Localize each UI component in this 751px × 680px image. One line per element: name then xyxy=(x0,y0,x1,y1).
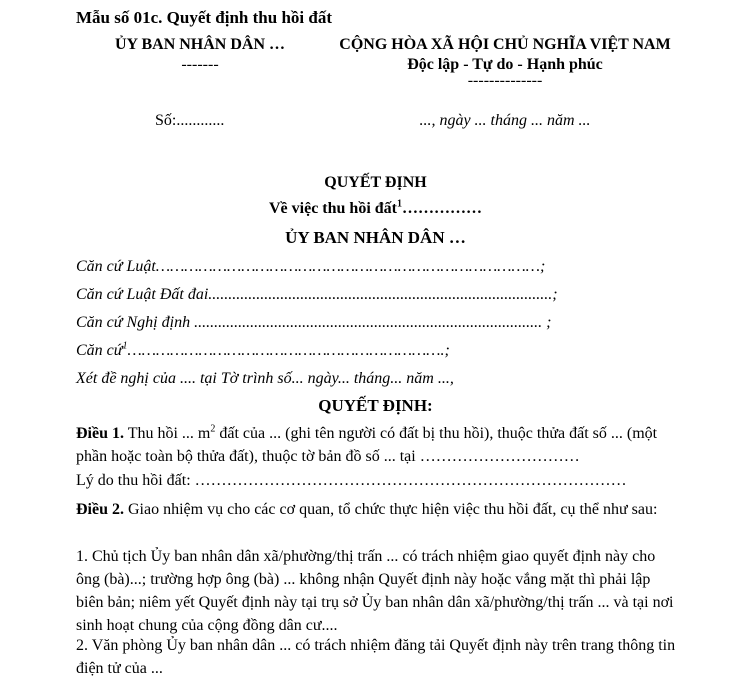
item-1: 1. Chủ tịch Ủy ban nhân dân xã/phường/thị trấn ... có trách nhiệm giao quyết định này cho ông (bà)...; trường hợp ông (bà) ... không nhận Quyết định này hoặc vắng mặt thì phải lập biên bản; niêm yết Quyết định này tại trụ sở Ủy ban nhân dân xã/phường/thị trấn ... và tại nơi sinh hoạt chung của cộng đồng dân cư.... xyxy=(76,548,674,634)
decision-subject: Về việc thu hồi đất$^1$…………… xyxy=(269,198,482,217)
decision-title: QUYẾT ĐỊNH xyxy=(324,174,427,191)
legal-basis-decree: Căn cứ Nghị định ....................................................................................... ; xyxy=(76,314,552,331)
legal-basis-land-law: Căn cứ Luật Đất đai......................................................................................; xyxy=(76,286,558,303)
document-number: Số:............ xyxy=(155,112,225,129)
proposal-note: Xét đề nghị của .... tại Tờ trình số... ngày... tháng... năm ..., xyxy=(76,370,454,387)
state-name: CỘNG HÒA XÃ HỘI CHỦ NGHĨA VIỆT NAM xyxy=(339,36,671,53)
decision-issuer: ỦY BAN NHÂN DÂN … xyxy=(285,228,466,247)
state-divider: -------------- xyxy=(467,72,543,89)
item-2: 2. Văn phòng Ủy ban nhân dân ... có trách nhiệm đăng tải Quyết định này trên trang thông tin điện tử của ... xyxy=(76,637,676,677)
legal-basis-law: Căn cứ Luật………………………………………………………………………; xyxy=(76,258,546,275)
form-title: Mẫu số 01c. Quyết định thu hồi đất xyxy=(76,8,332,27)
agency-name: ỦY BAN NHÂN DÂN … xyxy=(114,36,286,53)
decides-heading: QUYẾT ĐỊNH: xyxy=(318,396,433,415)
article-1: Điều 1. Thu hồi ... $m^2$ đất của ... (ghi tên người có đất bị thu hồi), thuộc thửa đất số ... (một phần hoặc toàn bộ thửa đất), thuộc tờ bản đồ số ... tại ………………………… xyxy=(76,423,658,465)
article-2: Điều 2. Giao nhiệm vụ cho các cơ quan, tổ chức thực hiện việc thu hồi đất, cụ thể như sau: xyxy=(76,501,658,518)
reason-line: Lý do thu hồi đất: ……………………………………………………………………… xyxy=(76,472,627,489)
document-date: ..., ngày ... tháng ... năm ... xyxy=(419,112,591,129)
state-motto: Độc lập - Tự do - Hạnh phúc xyxy=(407,56,603,73)
legal-basis-other: Căn cứ$^1$………………………………………………………….; xyxy=(76,340,450,359)
agency-divider: ------- xyxy=(181,56,219,73)
